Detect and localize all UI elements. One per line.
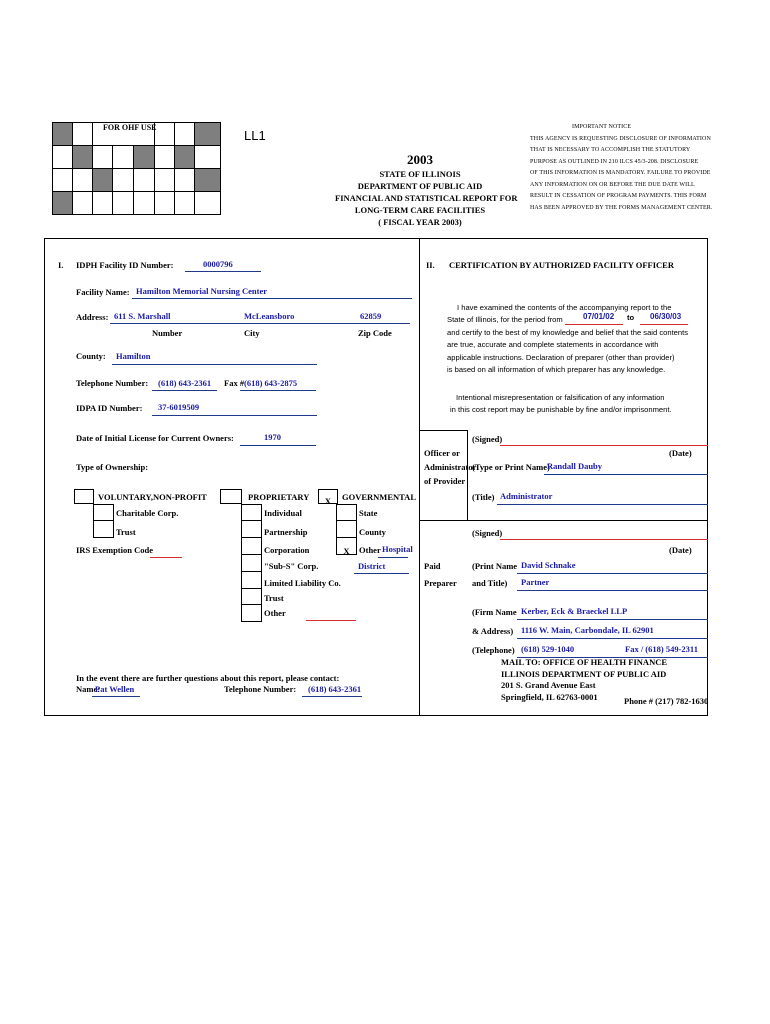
sub-s-label: "Sub-S" Corp. [264, 561, 319, 571]
prop-other-line[interactable] [306, 620, 356, 621]
proprietary-label: PROPRIETARY [248, 492, 310, 502]
mail-to-street: 201 S. Grand Avenue East [501, 680, 596, 690]
certification-line: are true, accurate and complete statements in accordance with [447, 340, 659, 350]
irs-exemption-line[interactable] [150, 557, 182, 558]
idph-id-value[interactable]: 0000796 [203, 259, 233, 269]
ohf-cell [52, 191, 73, 215]
mail-to-line: MAIL TO: OFFICE OF HEALTH FINANCE [501, 657, 668, 667]
officer-box-right [467, 430, 468, 520]
notice-line: HAS BEEN APPROVED BY THE FORMS MANAGEMENT CENTER. [530, 204, 713, 211]
idph-id-line [185, 271, 261, 272]
form-code: LL1 [244, 128, 266, 143]
preparer-label: Preparer [424, 578, 457, 588]
preparer-signed-label: (Signed) [472, 528, 503, 538]
ohf-cell [174, 168, 195, 192]
officer-name-label: (Type or Print Name) [472, 462, 550, 472]
contact-instructions: In the event there are further questions about this report, please contact: [76, 673, 340, 683]
ohf-cell [52, 168, 73, 192]
header-department: DEPARTMENT OF PUBLIC AID [357, 181, 483, 191]
officer-title-value[interactable]: Administrator [500, 491, 553, 501]
idpa-id-value[interactable]: 37-6019509 [158, 402, 200, 412]
individual-checkbox[interactable] [241, 504, 262, 521]
district-line [354, 573, 409, 574]
license-date-label: Date of Initial License for Current Owners: [76, 433, 234, 443]
firm-name-line [517, 619, 708, 620]
report-header [335, 152, 518, 228]
notice-line: RESULT IN CESSATION OF PROGRAM PAYMENTS. THIS FORM [530, 193, 707, 199]
header-report-title: FINANCIAL AND STATISTICAL REPORT FOR [335, 193, 518, 203]
header-fiscal-year: ( FISCAL YEAR 2003) [378, 217, 462, 227]
certification-title: CERTIFICATION BY AUTHORIZED FACILITY OFFICER [449, 260, 674, 270]
gov-other-label: Other [359, 545, 381, 555]
ohf-cell [112, 168, 134, 192]
county-value[interactable]: Hamilton [116, 351, 151, 361]
preparer-signature-line[interactable] [500, 539, 708, 540]
officer-label-1: Officer or [424, 448, 460, 458]
warning-line: Intentional misrepresentation or falsification of any information [456, 393, 665, 402]
ohf-cell [194, 145, 221, 169]
contact-phone-label: Telephone Number: [224, 684, 297, 694]
preparer-telephone-value[interactable]: (618) 529-1040 [521, 644, 575, 654]
report-year: 2003 [407, 152, 433, 167]
partnership-label: Partnership [264, 527, 308, 537]
zip-caption: Zip Code [358, 328, 392, 338]
notice-line: THIS AGENCY IS REQUESTING DISCLOSURE OF INFORMATION [530, 135, 711, 142]
governmental-mark: X [324, 496, 332, 506]
preparer-title-value[interactable]: Partner [521, 577, 550, 587]
contact-phone-value[interactable]: (618) 643-2361 [308, 684, 362, 694]
firm-address-value[interactable]: 1116 W. Main, Carbondale, IL 62901 [521, 625, 654, 635]
corporation-label: Corporation [264, 545, 310, 555]
prop-other-label: Other [264, 608, 286, 618]
contact-phone-line [302, 696, 362, 697]
officer-box-top [420, 430, 468, 431]
ohf-cell [72, 191, 93, 215]
certification-line: applicable instructions. Declaration of preparer (other than provider) [447, 352, 675, 362]
individual-label: Individual [264, 508, 302, 518]
ohf-cell [133, 168, 155, 192]
paid-label: Paid [424, 561, 441, 571]
number-caption: Number [152, 328, 183, 338]
address-label: Address: [76, 312, 109, 322]
officer-date-label: (Date) [669, 448, 692, 458]
ohf-use-label-cell [92, 122, 155, 146]
firm-label-2: & Address) [472, 626, 514, 636]
notice-line: PURPOSE AS OUTLINED IN 210 ILCS 45/3-208. DISCLOSURE [530, 158, 699, 165]
ohf-cell [154, 145, 175, 169]
officer-box-bottom [420, 520, 708, 521]
license-date-line [240, 445, 316, 446]
contact-name-value[interactable]: Pat Wellen [95, 684, 135, 694]
officer-label-2: Administrator [424, 462, 477, 472]
ohf-cell [174, 122, 195, 146]
corporation-checkbox[interactable] [241, 537, 262, 555]
state-checkbox[interactable] [336, 504, 357, 521]
period-from-line [565, 324, 623, 325]
important-notice [530, 122, 712, 214]
firm-address-line [517, 638, 708, 639]
header-facility-type: LONG-TERM CARE FACILITIES [354, 205, 486, 215]
firm-label-1: (Firm Name [472, 607, 517, 617]
preparer-name-line [517, 573, 708, 574]
county-checkbox[interactable] [336, 520, 357, 538]
gov-other-value[interactable]: Hospital [382, 544, 413, 554]
address-number-value[interactable]: 611 S. Marshall [114, 311, 171, 321]
address-city-value[interactable]: McLeansboro [244, 311, 295, 321]
ohf-cell [92, 145, 113, 169]
certification-line: and certify to the best of my knowledge and belief that the said contents [447, 327, 689, 337]
section-divider [419, 238, 420, 716]
ohf-cell [72, 168, 93, 192]
gov-other-mark: X [343, 546, 350, 556]
idpa-id-label: IDPA ID Number: [76, 403, 143, 413]
ohf-cell [52, 145, 73, 169]
partnership-checkbox[interactable] [241, 520, 262, 538]
ohf-cell [194, 168, 221, 192]
ohf-cell [154, 191, 175, 215]
ohf-cell [174, 145, 195, 169]
ohf-use-label: FOR OHF USE [103, 123, 157, 132]
ohf-cell [174, 191, 195, 215]
period-to-label: to [627, 313, 635, 322]
county-option-label: County [359, 527, 386, 537]
section-2-number: II. [426, 260, 435, 270]
certification-line: is based on all information of which preparer has any knowledge. [447, 365, 666, 375]
ohf-cell [72, 145, 93, 169]
district-value[interactable]: District [358, 561, 386, 571]
officer-name-value[interactable]: Randall Dauby [547, 461, 603, 471]
ohf-cell [92, 168, 113, 192]
irs-exemption-label: IRS Exemption Code [76, 545, 153, 555]
proprietary-checkbox[interactable] [220, 489, 242, 504]
contact-name-line [92, 696, 140, 697]
prop-other-checkbox[interactable] [241, 604, 262, 622]
ownership-type-label: Type of Ownership: [76, 462, 149, 472]
county-line [112, 364, 317, 365]
ohf-cell [72, 122, 93, 146]
llc-label: Limited Liability Co. [264, 578, 341, 588]
voluntary-checkbox[interactable] [74, 489, 94, 504]
ohf-cell [52, 122, 73, 146]
preparer-title-line [517, 590, 708, 591]
officer-label-3: of Provider [424, 476, 466, 486]
notice-line: ANY INFORMATION ON OR BEFORE THE DUE DATE WILL [530, 181, 695, 188]
governmental-label: GOVERNMENTAL [342, 492, 416, 502]
facility-name-line [132, 298, 412, 299]
officer-name-line [544, 474, 708, 475]
ohf-cell [92, 191, 113, 215]
officer-signed-label: (Signed) [472, 434, 503, 444]
preparer-date-label: (Date) [669, 545, 692, 555]
officer-signature-line[interactable] [500, 445, 708, 446]
llc-checkbox[interactable] [241, 571, 262, 589]
ohf-cell [112, 191, 134, 215]
notice-line: THAT IS NECESSARY TO ACCOMPLISH THE STATUTORY [530, 147, 691, 153]
telephone-line [152, 390, 217, 391]
charitable-checkbox[interactable] [93, 504, 114, 521]
ohf-cell [112, 145, 134, 169]
ohf-cell [154, 168, 175, 192]
mail-to-city: Springfield, IL 62763-0001 [501, 691, 598, 702]
telephone-value[interactable]: (618) 643-2361 [158, 378, 212, 388]
prop-trust-label: Trust [264, 593, 284, 603]
telephone-label: Telephone Number: [76, 378, 149, 388]
ohf-cell [194, 122, 221, 146]
warning-text [450, 392, 672, 417]
certification-line: State of Illinois, for the period from [447, 315, 563, 325]
license-date-value[interactable]: 1970 [264, 432, 281, 442]
voluntary-label: VOLUNTARY,NON-PROFIT [98, 492, 207, 502]
trust-checkbox[interactable] [93, 520, 114, 538]
city-caption: City [244, 328, 260, 338]
period-to-value[interactable]: 06/30/03 [650, 312, 682, 321]
charitable-label: Charitable Corp. [116, 508, 179, 518]
preparer-name-label-2: and Title) [472, 578, 508, 588]
facility-name-label: Facility Name: [76, 287, 130, 297]
ohf-cell [194, 191, 221, 215]
fax-line [240, 390, 316, 391]
contact-name-label: Name: [76, 684, 101, 694]
ohf-cell [133, 191, 155, 215]
period-from-value[interactable]: 07/01/02 [583, 312, 615, 321]
preparer-telephone-label: (Telephone) [472, 645, 515, 655]
address-zip-value[interactable]: 62859 [360, 311, 382, 321]
preparer-name-label-1: (Print Name [472, 561, 518, 571]
header-state: STATE OF ILLINOIS [379, 169, 461, 179]
warning-line: in this cost report may be punishable by fine and/or imprisonment. [450, 405, 672, 415]
prop-trust-checkbox[interactable] [241, 588, 262, 605]
gov-other-line [378, 557, 408, 558]
preparer-fax-value[interactable]: Fax / (618) 549-2311 [625, 644, 698, 654]
governmental-checkbox[interactable] [318, 489, 338, 504]
officer-title-label: (Title) [472, 492, 495, 502]
officer-title-line [497, 504, 708, 505]
address-line [110, 323, 410, 324]
ohf-cell [154, 122, 175, 146]
state-label: State [359, 508, 378, 518]
mail-to-phone: Phone # (217) 782-1630 [624, 696, 709, 706]
sub-s-checkbox[interactable] [241, 554, 262, 572]
notice-line: OF THIS INFORMATION IS MANDATORY. FAILURE TO PROVIDE [530, 170, 711, 176]
certification-line: I have examined the contents of the accompanying report to the [457, 303, 672, 312]
fax-label: Fax # [224, 378, 245, 388]
idph-id-label: IDPH Facility ID Number: [76, 260, 174, 270]
period-to-line [640, 324, 688, 325]
firm-name-value[interactable]: Kerber, Eck & Braeckel LLP [521, 606, 628, 616]
preparer-name-value[interactable]: David Schnake [521, 560, 576, 570]
fax-value[interactable]: (618) 643-2875 [244, 378, 298, 388]
section-1-number: I. [58, 260, 64, 270]
idpa-id-line [152, 415, 317, 416]
trust-label: Trust [116, 527, 136, 537]
gov-other-checkbox[interactable] [336, 537, 357, 555]
ohf-cell [133, 145, 155, 169]
notice-title: IMPORTANT NOTICE [572, 124, 632, 130]
facility-name-value[interactable]: Hamilton Memorial Nursing Center [136, 286, 268, 296]
county-label: County: [76, 351, 106, 361]
mail-to-department: ILLINOIS DEPARTMENT OF PUBLIC AID [501, 668, 667, 679]
